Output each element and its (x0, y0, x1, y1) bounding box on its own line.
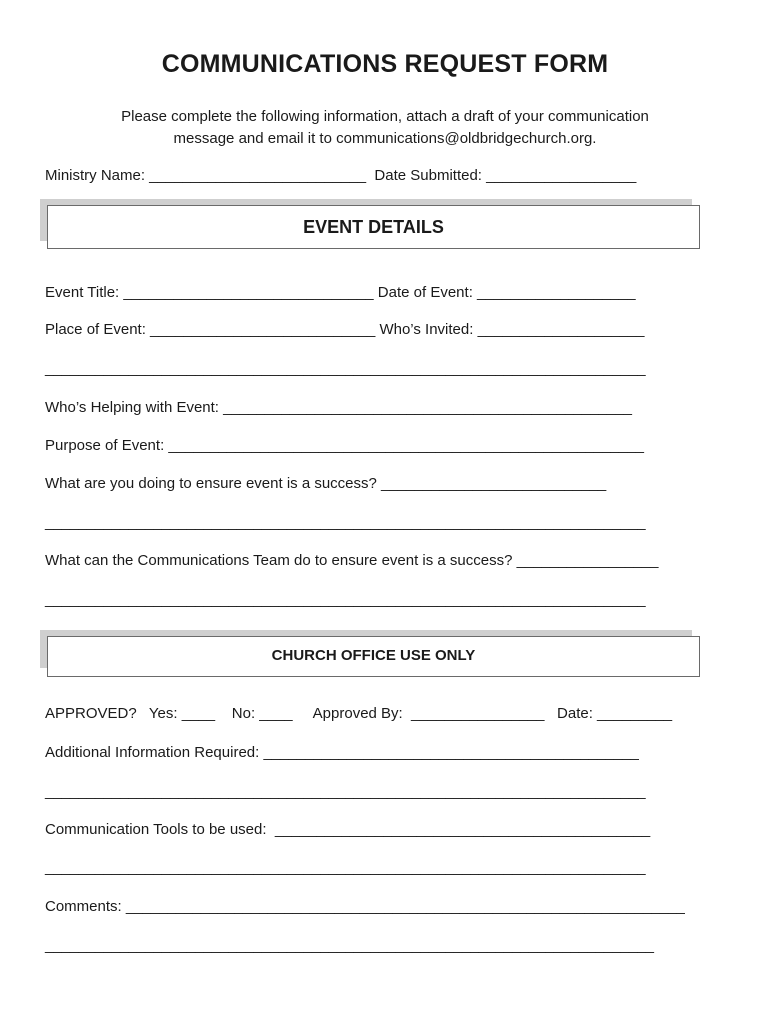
approval-fields[interactable]: APPROVED? Yes: ____ No: ____ Approved By: ________________ Date: _________ (45, 705, 673, 722)
success-plan-continuation-line[interactable]: ________________________________________________________________________ (45, 514, 646, 531)
additional-info-field[interactable]: Additional Information Required: _____________________________________________ (45, 744, 639, 761)
communication-tools-field[interactable]: Communication Tools to be used: _____________________________________________ (45, 821, 651, 838)
event-details-heading: EVENT DETAILS (47, 205, 700, 249)
comms-team-field[interactable]: What can the Communications Team do to ensure event is a success? _________________ (45, 552, 659, 569)
purpose-field[interactable]: Purpose of Event: _________________________________________________________ (45, 437, 644, 454)
comments-continuation-line[interactable]: _________________________________________________________________________ (45, 937, 654, 954)
comments-field[interactable]: Comments: ___________________________________________________________________ (45, 898, 685, 915)
helping-field[interactable]: Who’s Helping with Event: _________________________________________________ (45, 399, 632, 416)
instructions-line-2: message and email it to communications@oldbridgechurch.org. (173, 130, 597, 147)
ministry-date-fields[interactable]: Ministry Name: __________________________ Date Submitted: __________________ (45, 167, 637, 184)
form-instructions (60, 106, 710, 150)
form-title: COMMUNICATIONS REQUEST FORM (161, 50, 609, 78)
comms-team-continuation-line[interactable]: ________________________________________________________________________ (45, 591, 646, 608)
invited-continuation-line[interactable]: ________________________________________________________________________ (45, 360, 646, 377)
communication-tools-continuation-line[interactable]: ________________________________________________________________________ (45, 859, 646, 876)
success-plan-field[interactable]: What are you doing to ensure event is a success? ___________________________ (45, 475, 607, 492)
event-title-date-fields[interactable]: Event Title: ______________________________ Date of Event: ___________________ (45, 284, 636, 301)
place-invited-fields[interactable]: Place of Event: ___________________________ Who’s Invited: ____________________ (45, 321, 645, 338)
instructions-line-1: Please complete the following information, attach a draft of your communication (121, 108, 649, 125)
office-use-heading: CHURCH OFFICE USE ONLY (47, 636, 700, 677)
additional-info-continuation-line[interactable]: ________________________________________________________________________ (45, 783, 646, 800)
